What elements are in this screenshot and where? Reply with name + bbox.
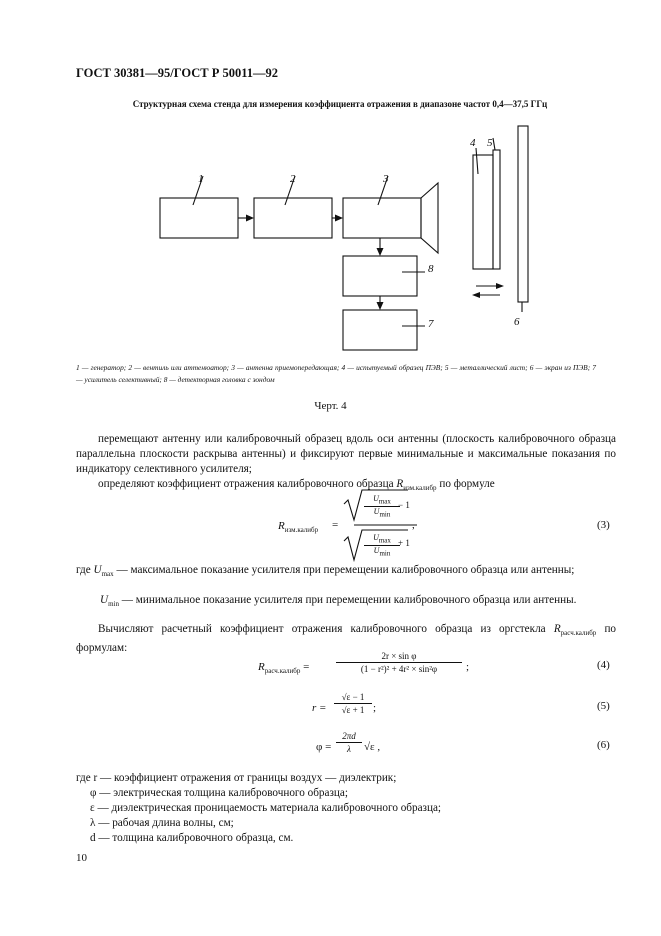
eq5-lhs: r =	[312, 702, 327, 714]
eq5-end: ;	[373, 702, 377, 714]
def-d: d — толщина калибровочного образца, см.	[90, 832, 294, 844]
eq4-lhs: $R_{расч.калибр}$ =	[258, 661, 310, 676]
page-number: 10	[76, 852, 87, 864]
paragraph-2: определяют коэффициент отражения калибровочного образца $R_{изм.калибр}$ по формуле	[98, 478, 495, 493]
eq3-equals: =	[332, 519, 339, 531]
eq6-tail: √ε ,	[364, 741, 381, 753]
label-6: 6	[514, 316, 520, 328]
eq4-fraction: 2r × sin φ (1 − r²)² + 4r² × sin²φ	[336, 651, 462, 674]
paragraph-1: перемещают антенну или калибровочный образец вдоль оси антенны (плоскость калибровочного образца параллельна плоскости раскрыва антенны) и фиксируют первые минимальные и максимальные показания по индикатору селективного усилителя;	[76, 433, 616, 475]
eq6-lhs: φ =	[316, 741, 332, 753]
eq4-end: ;	[466, 661, 470, 673]
figure-number: Черт. 4	[314, 400, 347, 412]
eq3-end: ,	[412, 519, 415, 531]
block-detector	[343, 256, 417, 296]
block-amplifier	[343, 310, 417, 350]
label-7: 7	[428, 318, 434, 330]
def-r: где r — коэффициент отражения от границы воздух — диэлектрик;	[76, 772, 397, 784]
eq3-lhs: $R_{изм.калибр}$	[278, 520, 319, 535]
document-header: ГОСТ 30381—95/ГОСТ Р 50011—92	[76, 66, 279, 80]
metal-sheet-5	[493, 150, 500, 269]
leader-5	[493, 138, 495, 150]
label-4: 4	[470, 137, 476, 149]
block-attenuator	[254, 198, 332, 238]
arrowhead-right	[496, 283, 504, 289]
block-diagram	[0, 0, 661, 360]
arrowhead-3-8	[377, 248, 384, 256]
label-1: 1	[198, 173, 204, 185]
eq3-plus-one: + 1	[398, 538, 410, 548]
eq4-number: (4)	[597, 659, 610, 671]
eq6-number: (6)	[597, 739, 610, 751]
screen-6	[518, 126, 528, 302]
eq6-fraction: 2πd λ	[336, 731, 362, 754]
eq3-bottom-frac: $U_{max}$ $U_{min}$	[364, 533, 400, 557]
leader-4	[476, 148, 478, 174]
sample-4	[473, 155, 493, 269]
arrowhead-2-3	[335, 215, 343, 222]
eq5-number: (5)	[597, 700, 610, 712]
label-8: 8	[428, 263, 434, 275]
label-3: 3	[383, 173, 389, 185]
arrowhead-left	[472, 292, 480, 298]
arrowhead-8-7	[377, 302, 384, 310]
def-phi: φ — электрическая толщина калибровочного образца;	[90, 787, 348, 799]
antenna-horn	[421, 183, 438, 253]
arrowhead-1-2	[246, 215, 254, 222]
block-antenna	[343, 198, 421, 238]
label-5: 5	[487, 137, 493, 149]
eq3-number: (3)	[597, 519, 610, 531]
def-lambda: λ — рабочая длина волны, см;	[90, 817, 234, 829]
where-umin: $U_{min}$ — минимальное показание усилителя при перемещении калибровочного образца или антенны.	[100, 594, 577, 609]
paragraph-3: Вычисляют расчетный коэффициент отражения калибровочного образца из оргстекла $R_{расч.калибр}$ по формулам:	[76, 623, 617, 655]
def-epsilon: ε — диэлектрическая проницаемость материала калибровочного образца;	[90, 802, 442, 814]
eq3-top-frac: $U_{max}$ $U_{min}$	[364, 494, 400, 518]
where-umax: где $U_{max}$ — максимальное показание усилителя при перемещении калибровочного образца или антенны;	[76, 564, 575, 579]
eq5-fraction: √ε − 1 √ε + 1	[334, 692, 372, 715]
block-generator	[160, 198, 238, 238]
eq3-minus-one: − 1	[398, 500, 410, 510]
figure-caption: 1 — генератор; 2 — вентиль или аттенюатор; 3 — антенна приемопередающая; 4 — испытуемый образец ПЭВ; 5 — металлический лист; 6 — экран из ПЭВ; 7 — усилитель селективный; 8 — детекторная головка с зондом	[76, 363, 596, 384]
label-2: 2	[290, 173, 296, 185]
figure-title: Структурная схема стенда для измерения коэффициента отражения в диапазоне частот 0,4—37,5 ГГц	[132, 99, 548, 109]
